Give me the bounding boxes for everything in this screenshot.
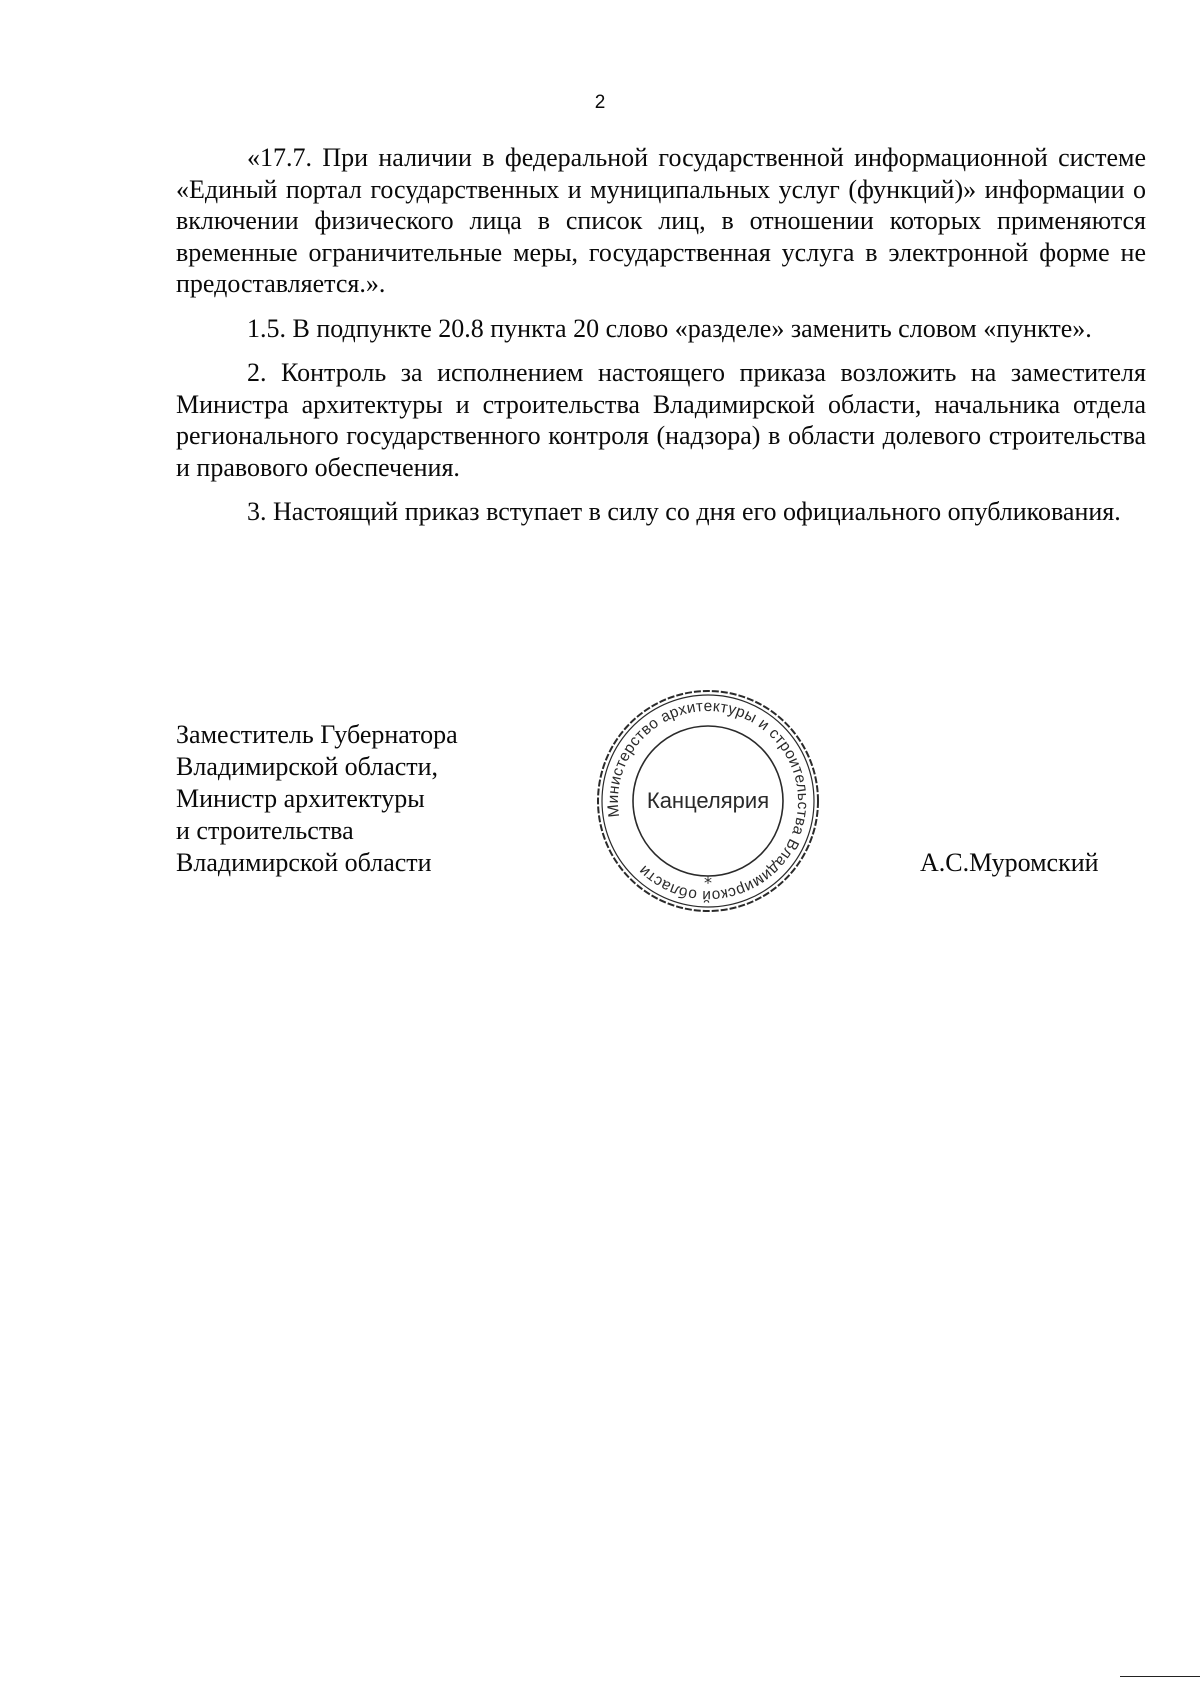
signatory-title-line: Заместитель Губернатора [176,720,458,749]
stamp-star: * [704,873,712,892]
paragraph-2: 2. Контроль за исполнением настоящего приказа возложить на заместителя Министра архитектуры и строительства Владимирской области, начальника отдела регионального государственного контроля (надзора) в области долевого строительства и правового обеспечения. [176,358,1146,482]
signatory-title-line: и строительства [176,816,354,845]
page-number: 2 [594,92,606,113]
signatory-name: А.С.Муромский [920,848,1099,877]
paragraph-3: 3. Настоящий приказ вступает в силу со дня его официального опубликования. [247,497,1121,526]
signatory-title-line: Министр архитектуры [176,784,425,813]
paragraph-17-7: «17.7. При наличии в федеральной государственной информационной системе «Единый портал государственных и муниципальных услуг (функций)» информации о включении физического лица в список лиц, в отношении которых применяются временные ограничительные меры, государственная услуга в электронной форме не предоставляется.». [176,143,1146,298]
signatory-title-line: Владимирской области [176,848,432,877]
signatory-title-line: Владимирской области, [176,752,439,781]
stamp-center-text: Канцелярия [646,788,770,813]
document-body [176,142,1146,541]
signatory-title [176,719,458,879]
office-stamp [593,688,823,914]
stamp-ring-text: Министерство архитектуры и строительства Владимирской области [604,697,812,905]
footer-rule [1120,1676,1200,1677]
stamp-seal [593,688,823,914]
paragraph-1-5: 1.5. В подпункте 20.8 пункта 20 слово «разделе» заменить словом «пункте». [247,313,1092,343]
